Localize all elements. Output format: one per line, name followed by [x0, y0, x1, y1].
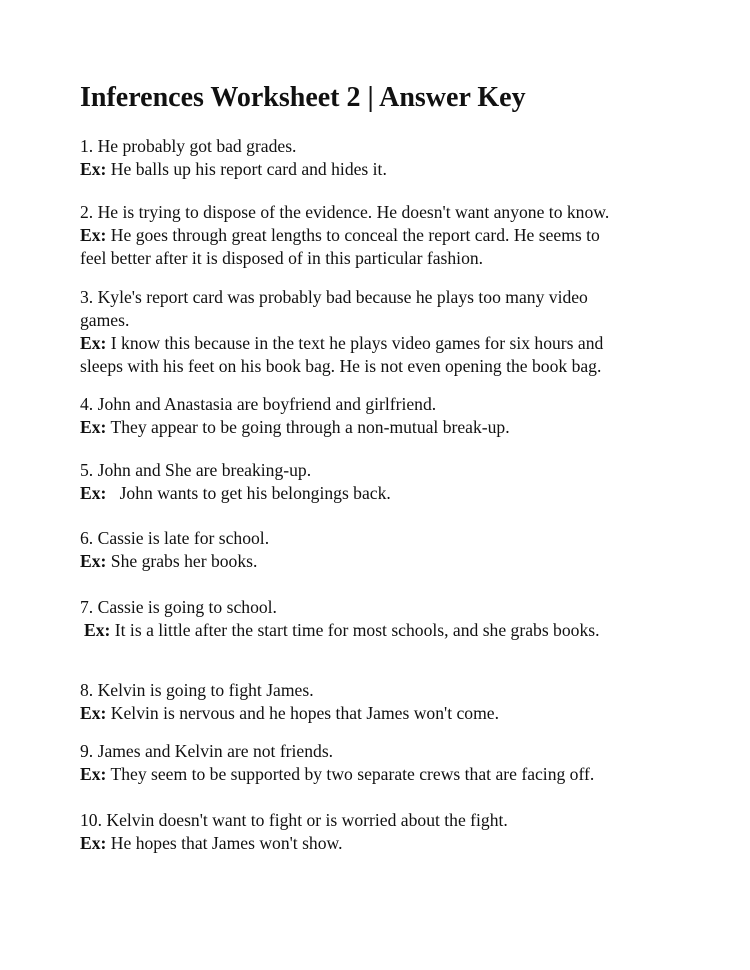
example-label: Ex: [80, 159, 107, 179]
example-label: Ex: [80, 333, 107, 353]
example-text: I know this because in the text he plays video games for six hours and [106, 333, 604, 353]
answer-text: 8. Kelvin is going to fight James. [80, 680, 314, 700]
answer-text: 6. Cassie is late for school. [80, 528, 270, 548]
answer-item-9 [80, 740, 680, 786]
example-text-continued: feel better after it is disposed of in this particular fashion. [80, 248, 484, 268]
example-text-continued: sleeps with his feet on his book bag. He is not even opening the book bag. [80, 356, 602, 376]
example-label: Ex: [84, 620, 111, 640]
answer-text-continued: games. [80, 310, 130, 330]
example-text: He goes through great lengths to conceal the report card. He seems to [106, 225, 600, 245]
example-label: Ex: [80, 833, 107, 853]
example-text: John wants to get his belongings back. [106, 483, 391, 503]
answer-text: 3. Kyle's report card was probably bad because he plays too many video [80, 287, 588, 307]
example-line [80, 550, 680, 573]
example-line [80, 158, 680, 181]
example-line [80, 482, 680, 505]
example-line [80, 224, 680, 247]
example-label: Ex: [80, 551, 107, 571]
example-label: Ex: [80, 417, 107, 437]
example-line [80, 416, 680, 439]
answer-item-4 [80, 393, 680, 439]
example-text: It is a little after the start time for most schools, and she grabs books. [110, 620, 600, 640]
example-label: Ex: [80, 703, 107, 723]
answer-text: 4. John and Anastasia are boyfriend and girlfriend. [80, 394, 437, 414]
example-line [80, 332, 680, 355]
example-line [80, 832, 680, 855]
example-label: Ex: [80, 483, 107, 503]
answer-text: 5. John and She are breaking-up. [80, 460, 312, 480]
answer-item-10 [80, 809, 680, 855]
answer-text: 9. James and Kelvin are not friends. [80, 741, 334, 761]
answer-text: 10. Kelvin doesn't want to fight or is worried about the fight. [80, 810, 508, 830]
example-text: They appear to be going through a non-mutual break-up. [106, 417, 510, 437]
answer-text: 1. He probably got bad grades. [80, 136, 297, 156]
answer-item-8 [80, 679, 680, 725]
example-text: She grabs her books. [106, 551, 258, 571]
example-line [80, 619, 680, 642]
example-line [80, 763, 680, 786]
answer-item-3 [80, 286, 680, 378]
answer-item-7 [80, 596, 680, 642]
example-label: Ex: [80, 764, 107, 784]
example-text: He hopes that James won't show. [106, 833, 343, 853]
example-text: They seem to be supported by two separate crews that are facing off. [106, 764, 595, 784]
page-title: Inferences Worksheet 2 | Answer Key [80, 82, 526, 113]
answer-text: 7. Cassie is going to school. [80, 597, 277, 617]
example-label: Ex: [80, 225, 107, 245]
answer-item-5 [80, 459, 680, 505]
example-text: He balls up his report card and hides it. [106, 159, 387, 179]
example-line [80, 702, 680, 725]
answer-item-6 [80, 527, 680, 573]
answer-item-2 [80, 201, 680, 270]
answer-text: 2. He is trying to dispose of the evidence. He doesn't want anyone to know. [80, 202, 610, 222]
answer-item-1 [80, 135, 680, 181]
example-text: Kelvin is nervous and he hopes that James won't come. [106, 703, 499, 723]
